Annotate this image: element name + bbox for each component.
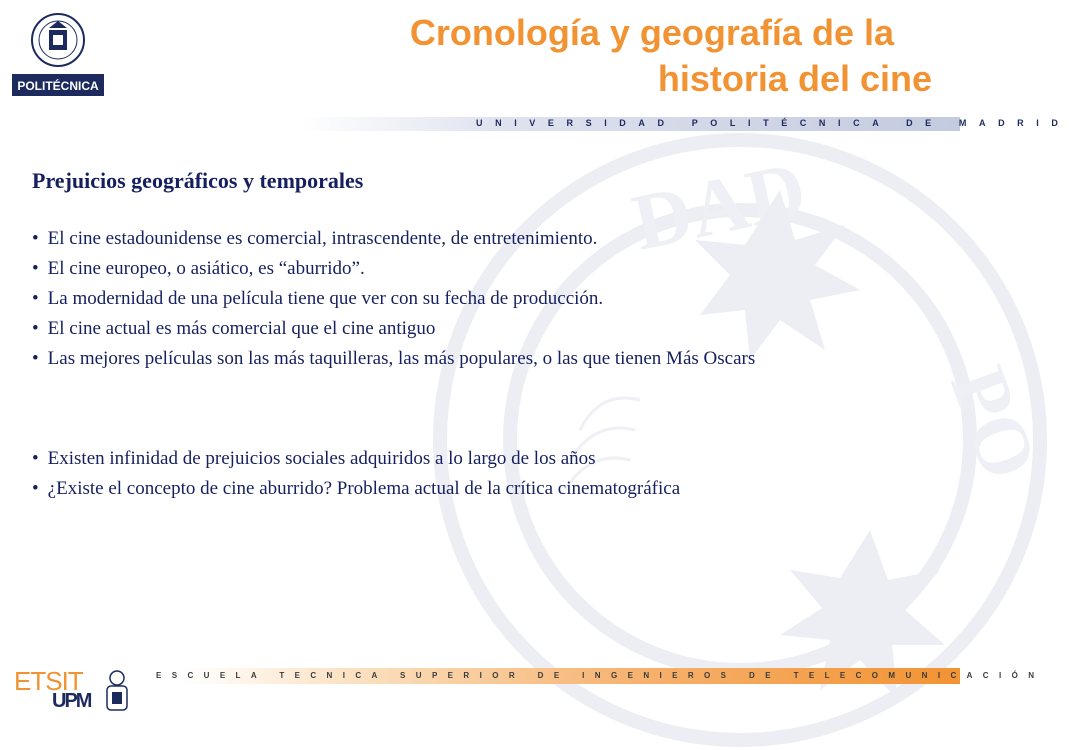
slide-content xyxy=(32,168,932,504)
bullet-icon: • xyxy=(32,448,39,469)
bullet-icon: • xyxy=(32,478,39,499)
bullet-icon: • xyxy=(32,228,39,249)
list-item: • ¿Existe el concepto de cine aburrido? Problema actual de la crítica cinematográfica xyxy=(32,478,681,499)
list-item: • El cine europeo, o asiático, es “aburrido”. xyxy=(32,258,365,279)
section-heading: Prejuicios geográficos y temporales xyxy=(32,168,364,193)
bullet-icon: • xyxy=(32,318,39,339)
list-item: • Las mejores películas son las más taquilleras, las más populares, o las que tienen Más Oscars xyxy=(32,348,756,369)
bullet-icon: • xyxy=(32,348,39,369)
bullet-list-2 xyxy=(32,444,932,504)
svg-text:PO: PO xyxy=(933,356,1054,491)
upm-logo-small: UPM xyxy=(52,690,91,712)
title-line-1: Cronología y geografía de la xyxy=(409,12,894,53)
school-name-band: ESCUELA TECNICA SUPERIOR DE INGENIEROS DE TELECOMUNICACIÓN xyxy=(156,671,1045,680)
bullet-list-1 xyxy=(32,224,932,374)
small-seal-icon xyxy=(102,668,132,716)
upm-logo xyxy=(12,12,104,96)
list-item: • Existen infinidad de prejuicios sociales adquiridos a lo largo de los años xyxy=(32,448,596,469)
svg-text:DAD: DAD xyxy=(625,145,814,268)
list-item: • El cine actual es más comercial que el cine antiguo xyxy=(32,318,436,339)
etsit-logo: ETSIT xyxy=(14,666,83,696)
list-item: • El cine estadounidense es comercial, intrascendente, de entretenimiento. xyxy=(32,228,598,249)
list-item: • La modernidad de una película tiene que ver con su fecha de producción. xyxy=(32,288,604,309)
bullet-icon: • xyxy=(32,258,39,279)
page-title xyxy=(410,10,932,102)
logo-text: POLITÉCNICA xyxy=(17,79,99,93)
title-line-2: historia del cine xyxy=(657,58,932,100)
bullet-icon: • xyxy=(32,288,39,309)
university-name-band: UNIVERSIDAD POLITÉCNICA DE MADRID xyxy=(476,118,1070,128)
